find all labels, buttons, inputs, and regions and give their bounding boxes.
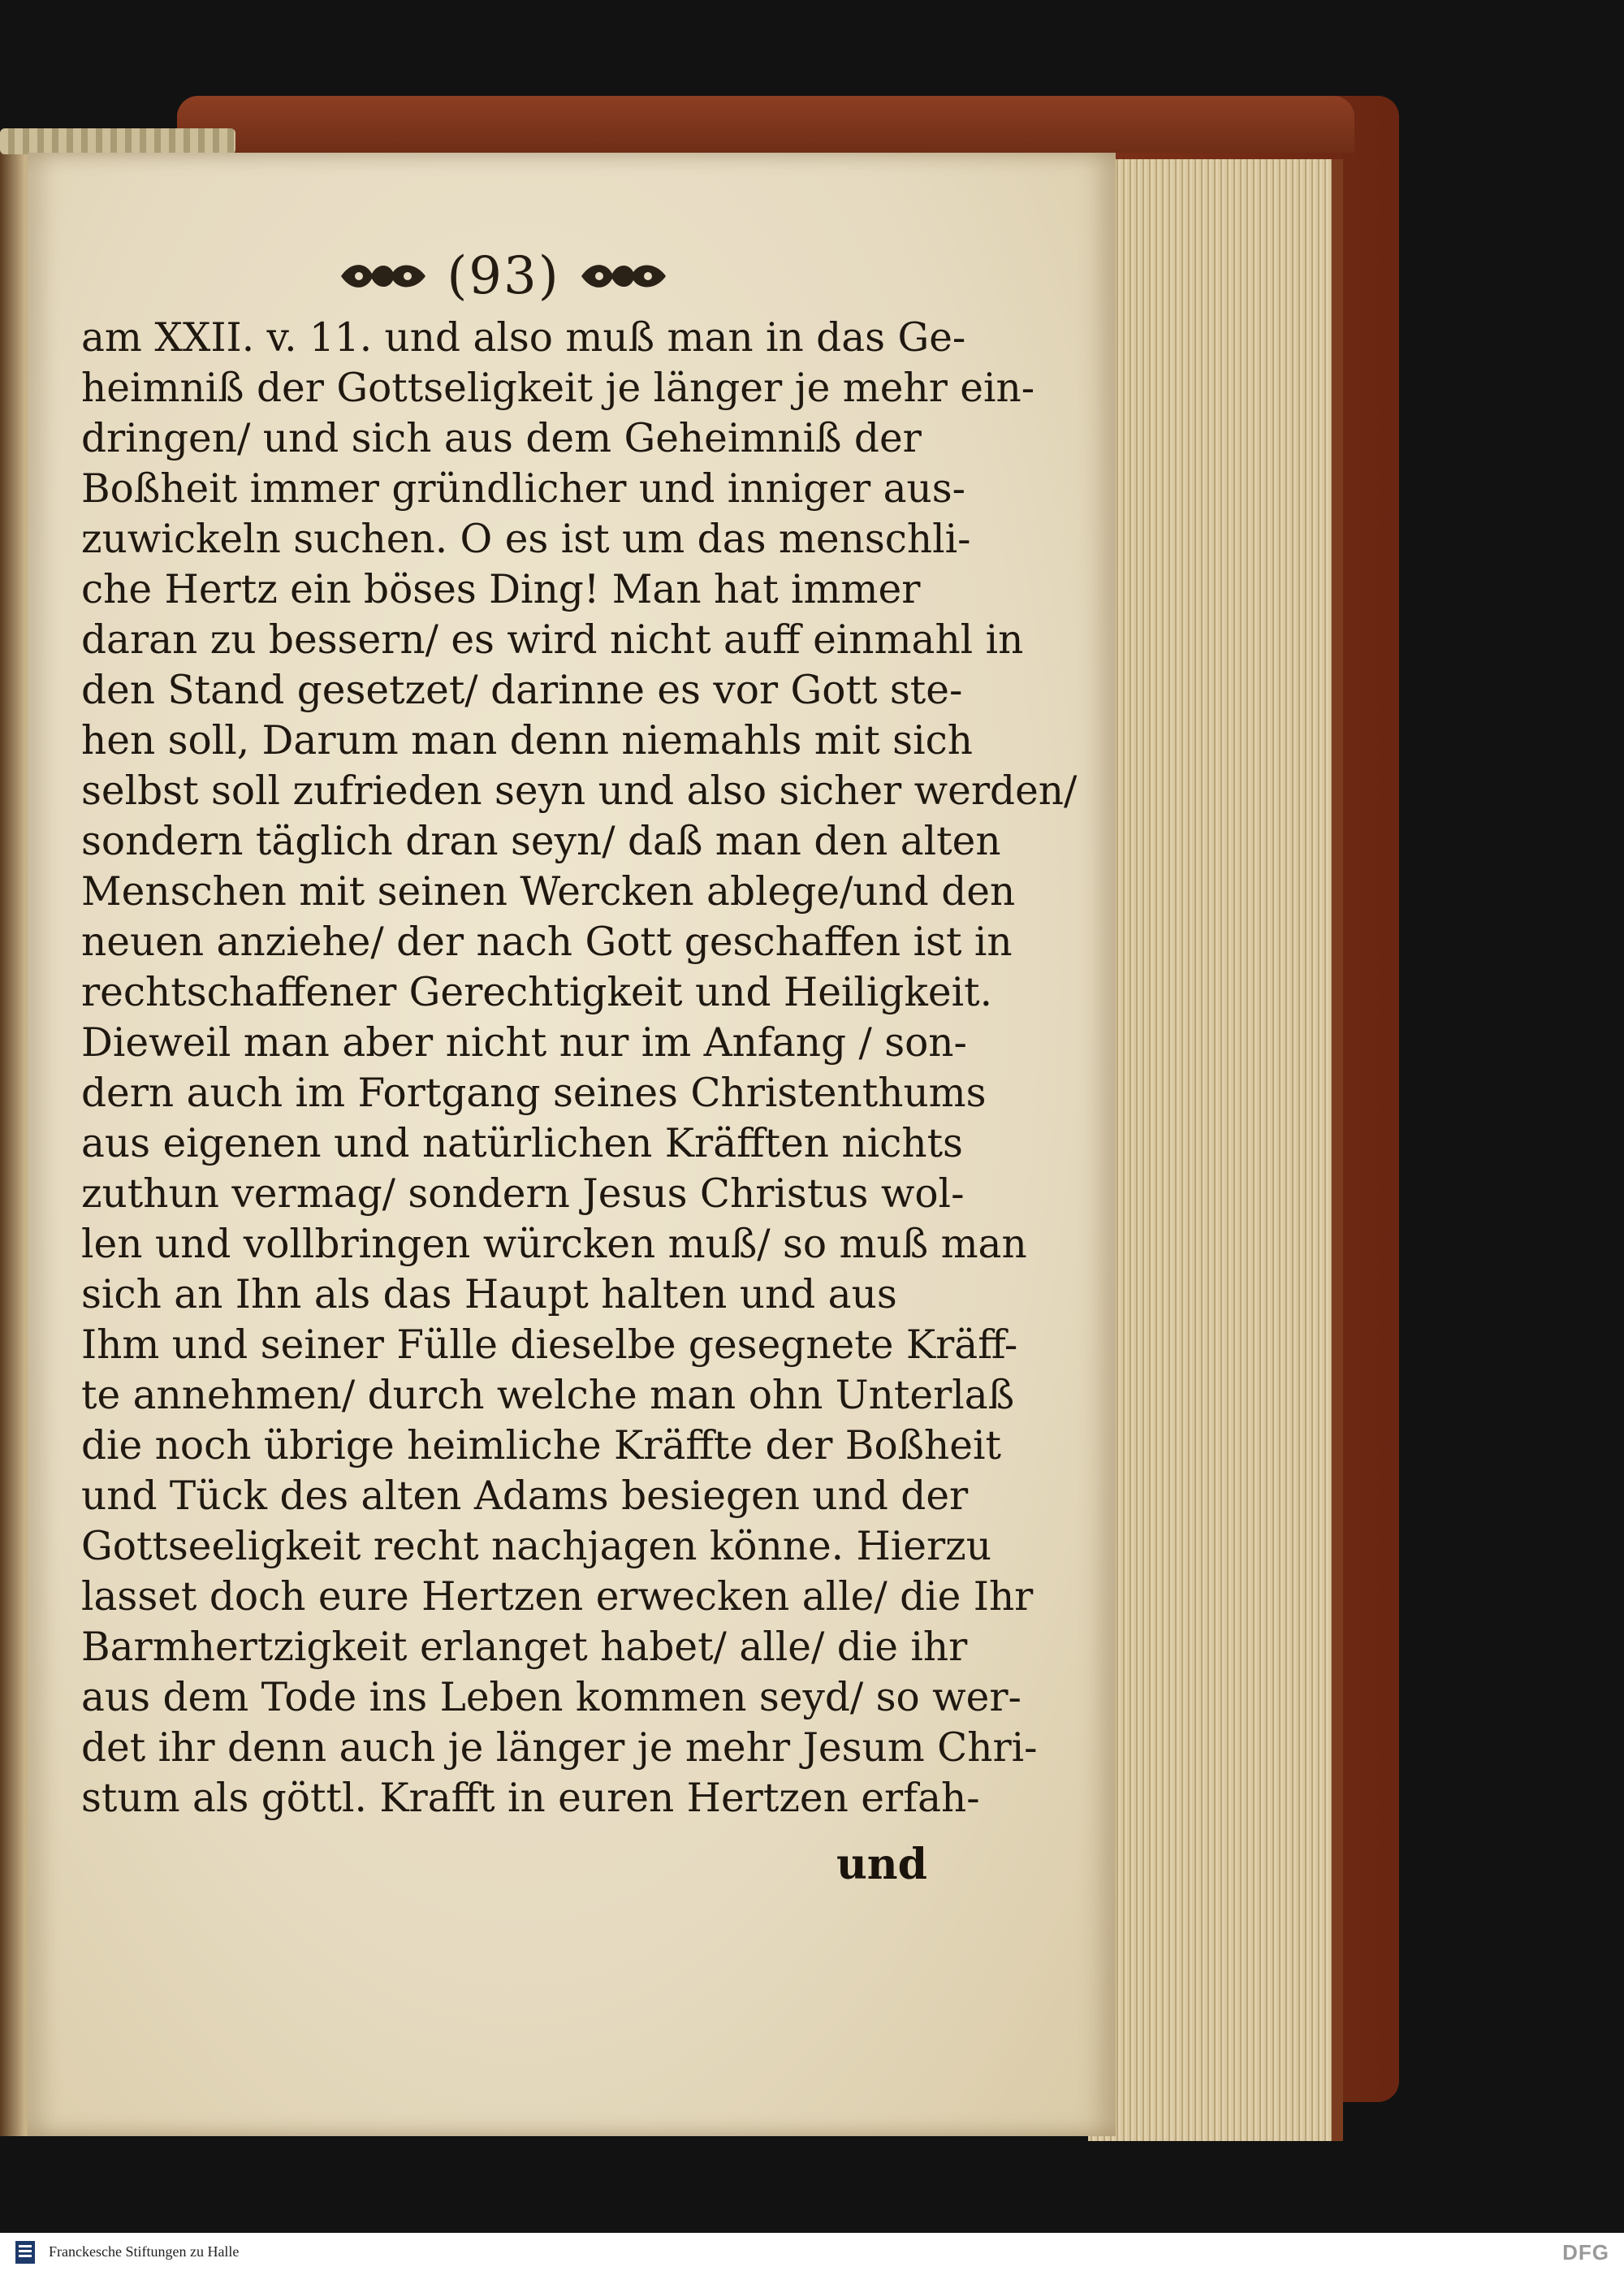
body-text	[81, 313, 1078, 1823]
text-line: die noch übrige heimliche Kräffte der Boßheit	[81, 1423, 1001, 1469]
text-line: aus eigenen und natürlichen Kräfften nichts	[81, 1121, 963, 1166]
text-line: Barmhertzigkeit erlanget habet/ alle/ die ihr	[81, 1624, 968, 1670]
text-line: te annehmen/ durch welche man ohn Unterlaß	[81, 1373, 1015, 1418]
text-line: daran zu bessern/ es wird nicht auff einmahl in	[81, 617, 1024, 663]
text-line: neuen anziehe/ der nach Gott geschaffen ist in	[81, 919, 1013, 965]
text-line: selbst soll zufrieden seyn und also sicher werden/	[81, 768, 1078, 814]
text-line: sich an Ihn als das Haupt halten und aus	[81, 1272, 897, 1317]
text-line: Ihm und seiner Fülle dieselbe gesegnete Kräff-	[81, 1322, 1018, 1368]
institution-logo-icon	[13, 2239, 37, 2266]
dfg-logo: DFG	[1562, 2240, 1609, 2265]
text-line: am XXII. v. 11. und also muß man in das Ge-	[81, 315, 966, 361]
text-line: stum als göttl. Krafft in euren Hertzen erfah-	[81, 1776, 980, 1821]
text-line: Dieweil man aber nicht nur im Anfang / son-	[81, 1020, 967, 1066]
text-line: sondern täglich dran seyn/ daß man den alten	[81, 819, 1001, 864]
page-header	[317, 244, 690, 309]
text-line: Gottseeligkeit recht nachjagen könne. Hierzu	[81, 1524, 991, 1569]
text-line: heimniß der Gottseligkeit je länger je mehr ein-	[81, 366, 1035, 411]
text-line: lasset doch eure Hertzen erwecken alle/ die Ihr	[81, 1574, 1034, 1620]
text-line: und Tück des alten Adams besiegen und der	[81, 1473, 969, 1519]
text-line: dern auch im Fortgang seines Christenthums	[81, 1071, 987, 1116]
institution-name: Franckesche Stiftungen zu Halle	[49, 2243, 240, 2260]
text-line: det ihr denn auch je länger je mehr Jesum Chri-	[81, 1725, 1038, 1771]
text-line: len und vollbringen würcken muß/ so muß man	[81, 1222, 1027, 1267]
text-line: dringen/ und sich aus dem Geheimniß der	[81, 416, 922, 461]
text-line: aus dem Tode ins Leben kommen seyd/ so wer-	[81, 1675, 1021, 1720]
headband	[0, 128, 235, 154]
left-ornament-icon	[335, 257, 432, 295]
text-line: Menschen mit seinen Wercken ablege/und den	[81, 869, 1016, 915]
book-cover-top	[177, 96, 1354, 153]
text-line: che Hertz ein böses Ding! Man hat immer	[81, 567, 921, 612]
text-line: rechtschaffener Gerechtigkeit und Heiligkeit.	[81, 970, 992, 1015]
text-line: Boßheit immer gründlicher und inniger aus-	[81, 466, 966, 512]
text-line: hen soll, Darum man denn niemahls mit sich	[81, 718, 973, 763]
text-line: zuthun vermag/ sondern Jesus Christus wol-	[81, 1171, 965, 1217]
viewer-footer	[0, 2233, 1624, 2271]
catchword: und	[836, 1840, 927, 1889]
right-ornament-icon	[575, 257, 672, 295]
text-line: den Stand gesetzet/ darinne es vor Gott ste-	[81, 668, 963, 713]
text-line: zuwickeln suchen. O es ist um das menschli-	[81, 517, 971, 562]
page-edges	[1088, 159, 1343, 2141]
page-number: (93)	[447, 246, 560, 306]
